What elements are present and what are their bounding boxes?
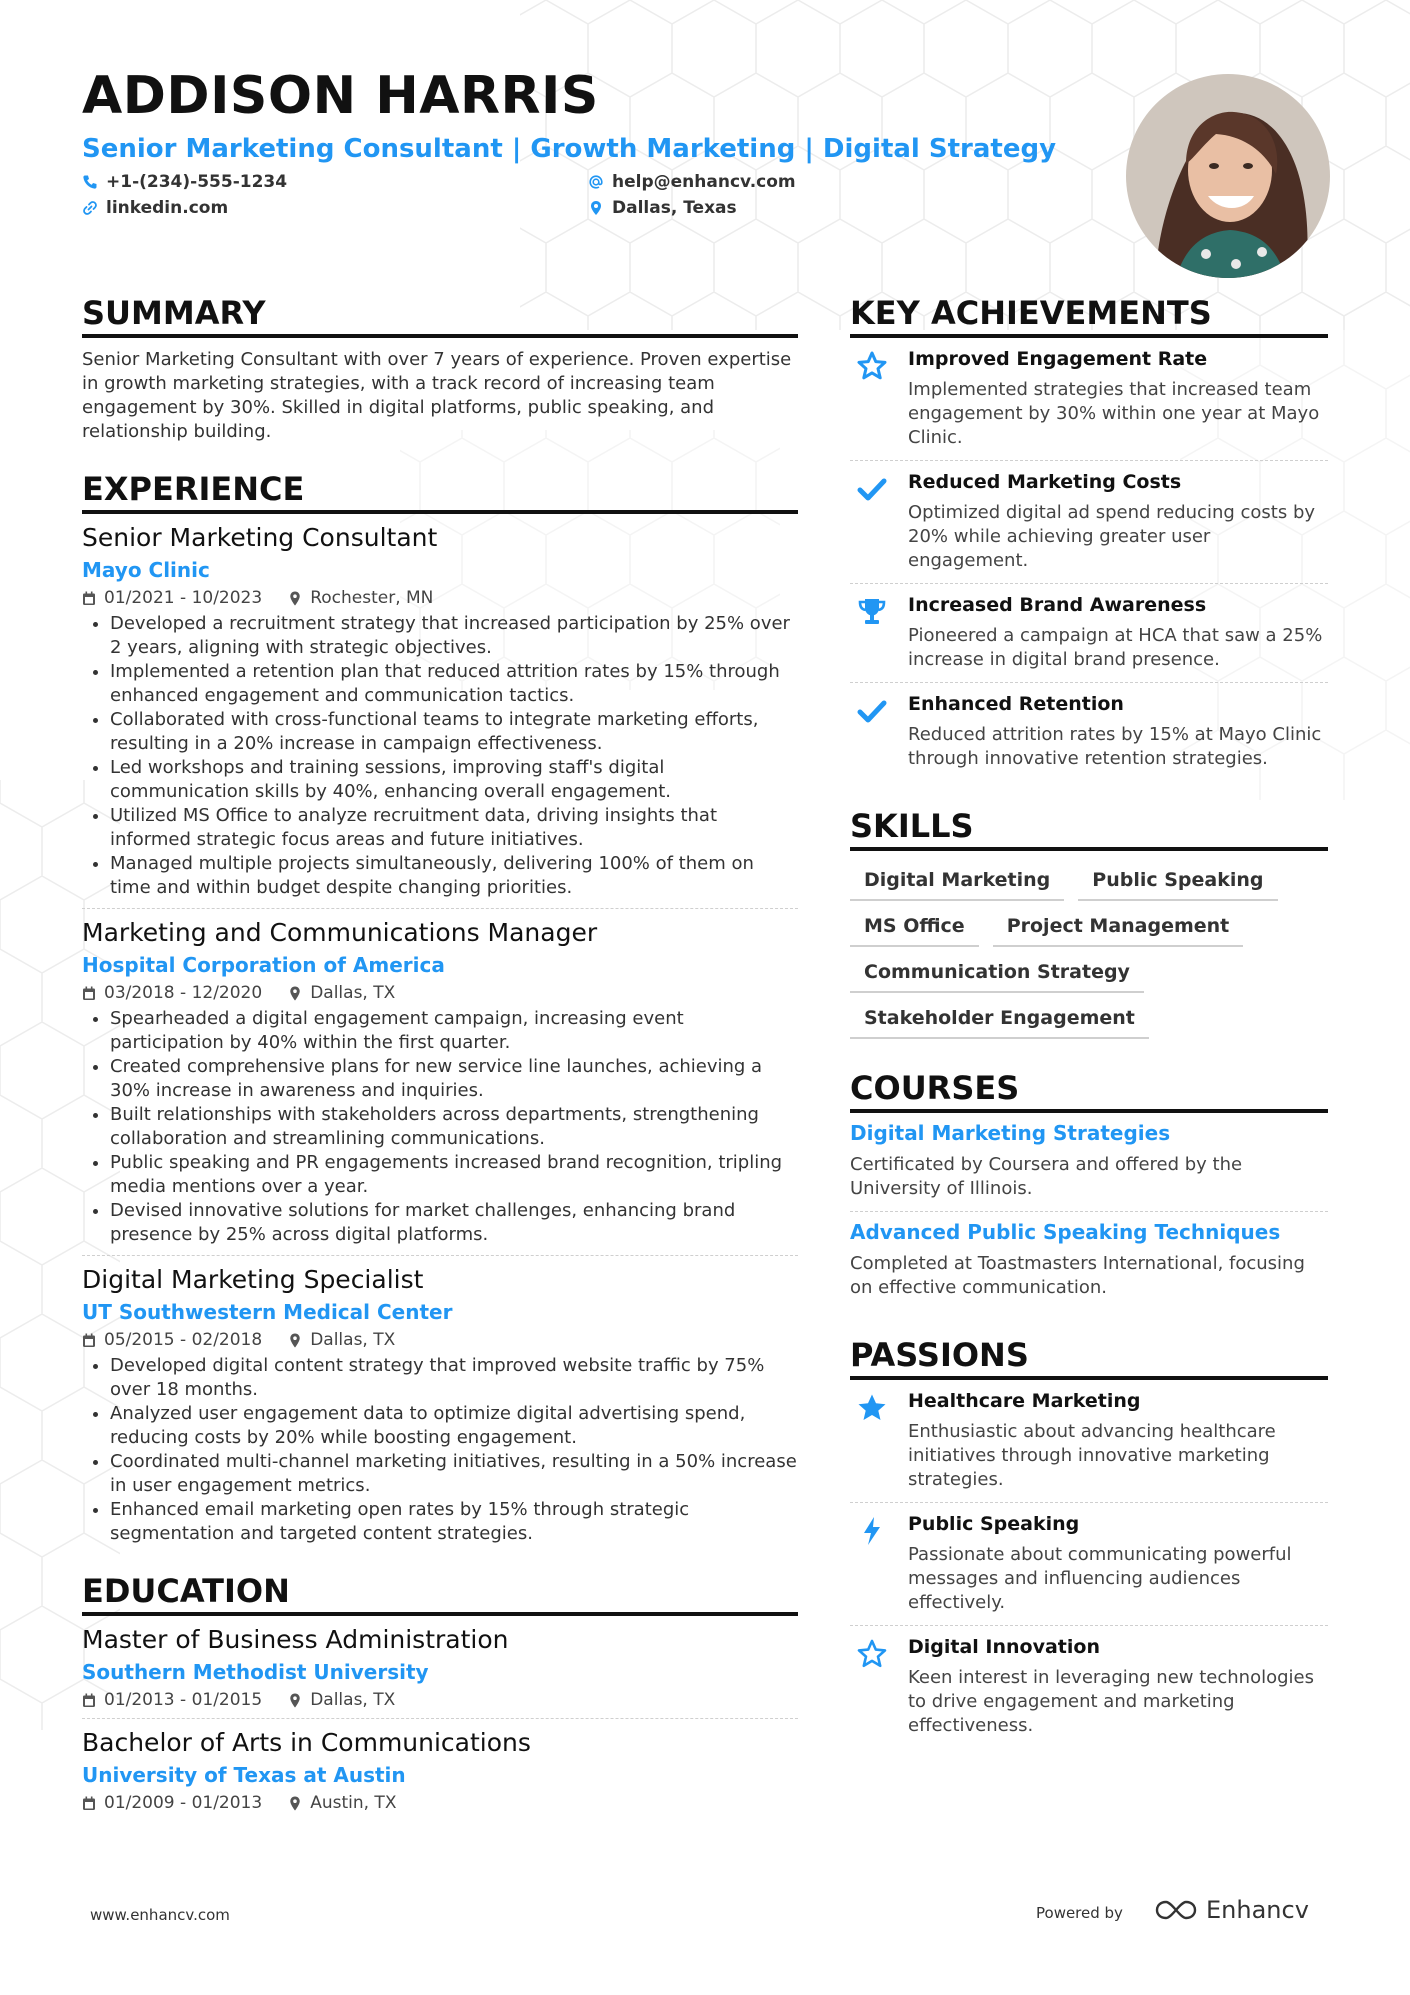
star-outline-icon (856, 1638, 888, 1670)
job-bullets (82, 612, 798, 900)
powered-by-label: Powered by (1036, 1904, 1123, 1922)
contact-location (588, 198, 737, 218)
school-name: Southern Methodist University (82, 1660, 429, 1684)
achievements-title: KEY ACHIEVEMENTS (850, 294, 1328, 338)
education-dates: 01/2009 - 01/2013 (104, 1793, 263, 1813)
phone-icon (82, 174, 98, 190)
course-item (850, 1113, 1328, 1212)
bullet-item: • Collaborated with cross-functional teams to integrate marketing efforts, resulting in a 20% increase in campaign effectiveness. (110, 708, 798, 756)
job-meta (82, 588, 798, 608)
bullet-item: • Coordinated multi-channel marketing initiatives, resulting in a 50% increase in user engagement metrics. (110, 1450, 798, 1498)
skill-tag: MS Office (850, 915, 979, 947)
skill-tag: Stakeholder Engagement (850, 1007, 1149, 1039)
passion-item (850, 1503, 1328, 1626)
bullet-item: • Managed multiple projects simultaneously, delivering 100% of them on time and within budget despite changing priorities. (110, 852, 798, 900)
profile-photo (1126, 74, 1330, 278)
bullet-item: • Devised innovative solutions for market challenges, enhancing brand presence by 25% across digital platforms. (110, 1199, 798, 1247)
achievement-title: Reduced Marketing Costs (908, 471, 1182, 493)
lightning-icon (856, 1515, 888, 1547)
achievement-title: Improved Engagement Rate (908, 348, 1208, 370)
education-location: Dallas, TX (310, 1690, 396, 1710)
phone-text: +1-(234)-555-1234 (106, 172, 288, 192)
achievement-title: Increased Brand Awareness (908, 594, 1207, 616)
achievements-section (850, 294, 1328, 781)
job-bullets (82, 1007, 798, 1247)
job-dates: 05/2015 - 02/2018 (104, 1330, 263, 1350)
passion-desc: Keen interest in leveraging new technologies to drive engagement and marketing effectiveness. (908, 1667, 1314, 1736)
bullet-item: • Public speaking and PR engagements increased brand recognition, tripling media mentions over a year. (110, 1151, 798, 1199)
education-meta (82, 1793, 798, 1813)
bullet-item: • Utilized MS Office to analyze recruitment data, driving insights that informed strategic focus areas and future initiatives. (110, 804, 798, 852)
checkmark-icon (856, 473, 888, 505)
calendar-icon (82, 1333, 96, 1348)
job-entry (82, 1256, 798, 1554)
passion-item (850, 1380, 1328, 1503)
achievement-desc: Optimized digital ad spend reducing costs by 20% while achieving greater user engagement. (908, 502, 1316, 571)
trophy-icon (856, 596, 888, 628)
footer-url[interactable]: www.enhancv.com (90, 1906, 230, 1924)
course-item (850, 1212, 1328, 1310)
enhancv-logo-icon (1154, 1898, 1198, 1922)
candidate-name: ADDISON HARRIS (82, 66, 599, 126)
course-title: Advanced Public Speaking Techniques (850, 1220, 1281, 1244)
education-dates: 01/2013 - 01/2015 (104, 1690, 263, 1710)
job-dates: 03/2018 - 12/2020 (104, 983, 263, 1003)
star-outline-icon (856, 350, 888, 382)
map-pin-icon (288, 986, 302, 1001)
calendar-icon (82, 1796, 96, 1811)
bullet-item: • Developed a recruitment strategy that increased participation by 25% over 2 years, aligning with strategic objectives. (110, 612, 798, 660)
map-pin-icon (288, 1693, 302, 1708)
linkedin-text[interactable]: linkedin.com (106, 198, 229, 218)
job-meta (82, 983, 798, 1003)
map-pin-icon (288, 1796, 302, 1811)
map-pin-icon (288, 1333, 302, 1348)
achievement-desc: Reduced attrition rates by 15% at Mayo Clinic through innovative retention strategies. (908, 724, 1322, 769)
calendar-icon (82, 591, 96, 606)
job-entry (82, 514, 798, 909)
education-section (82, 1572, 798, 1821)
job-meta (82, 1330, 798, 1350)
education-entry (82, 1719, 798, 1821)
job-location: Dallas, TX (310, 1330, 396, 1350)
left-column (82, 294, 798, 1847)
job-dates: 01/2021 - 10/2023 (104, 588, 263, 608)
job-location: Rochester, MN (310, 588, 434, 608)
bullet-item: • Developed digital content strategy that improved website traffic by 75% over 18 months. (110, 1354, 798, 1402)
bullet-item: • Built relationships with stakeholders across departments, strengthening collaboration and streamlining communications. (110, 1103, 798, 1151)
star-filled-icon (856, 1392, 888, 1424)
passion-desc: Passionate about communicating powerful messages and influencing audiences effectively. (908, 1544, 1292, 1613)
passion-title: Public Speaking (908, 1513, 1080, 1535)
experience-section (82, 470, 798, 1554)
skills-list (850, 869, 1328, 1039)
course-title: Digital Marketing Strategies (850, 1121, 1171, 1145)
job-title: Senior Marketing Consultant (82, 523, 438, 552)
course-desc: Certificated by Coursera and offered by the University of Illinois. (850, 1154, 1243, 1199)
achievement-item (850, 338, 1328, 461)
bullet-item: • Implemented a retention plan that reduced attrition rates by 15% through enhanced engagement and communication tactics. (110, 660, 798, 708)
degree-title: Bachelor of Arts in Communications (82, 1728, 531, 1757)
education-meta (82, 1690, 798, 1710)
school-name: University of Texas at Austin (82, 1763, 406, 1787)
enhancv-logo[interactable] (1154, 1896, 1309, 1924)
courses-section (850, 1069, 1328, 1310)
achievement-desc: Pioneered a campaign at HCA that saw a 25% increase in digital brand presence. (908, 625, 1323, 670)
passions-title: PASSIONS (850, 1336, 1328, 1380)
achievement-item (850, 461, 1328, 584)
achievement-item (850, 584, 1328, 683)
course-desc: Completed at Toastmasters International, focusing on effective communication. (850, 1253, 1305, 1298)
brand-name: Enhancv (1206, 1896, 1309, 1924)
skills-title: SKILLS (850, 807, 1328, 851)
right-column (850, 294, 1328, 1774)
bullet-item: • Enhanced email marketing open rates by 15% through strategic segmentation and targeted content strategies. (110, 1498, 798, 1546)
bullet-item: • Spearheaded a digital engagement campaign, increasing event participation by 40% within the first quarter. (110, 1007, 798, 1055)
job-company: Mayo Clinic (82, 558, 210, 582)
achievement-item (850, 683, 1328, 781)
location-text: Dallas, Texas (612, 198, 737, 218)
skill-tag: Communication Strategy (850, 961, 1144, 993)
degree-title: Master of Business Administration (82, 1625, 509, 1654)
bullet-item: • Created comprehensive plans for new service line launches, achieving a 30% increase in awareness and inquiries. (110, 1055, 798, 1103)
experience-title: EXPERIENCE (82, 470, 798, 514)
map-pin-icon (288, 591, 302, 606)
courses-title: COURSES (850, 1069, 1328, 1113)
job-bullets (82, 1354, 798, 1546)
calendar-icon (82, 1693, 96, 1708)
skills-section (850, 807, 1328, 1039)
bullet-item: • Led workshops and training sessions, improving staff's digital communication skills by 40%, enhancing overall engagement. (110, 756, 798, 804)
email-text[interactable]: help@enhancv.com (612, 172, 796, 192)
job-location: Dallas, TX (310, 983, 396, 1003)
job-title: Marketing and Communications Manager (82, 918, 598, 947)
job-title: Digital Marketing Specialist (82, 1265, 424, 1294)
passions-section (850, 1336, 1328, 1748)
contact-email[interactable] (588, 172, 796, 192)
contact-phone (82, 172, 287, 192)
achievement-title: Enhanced Retention (908, 693, 1124, 715)
passion-item (850, 1626, 1328, 1748)
link-icon (82, 200, 98, 216)
at-icon (588, 174, 604, 190)
bullet-item: • Analyzed user engagement data to optimize digital advertising spend, reducing costs by 20% while boosting engagement. (110, 1402, 798, 1450)
summary-text: Senior Marketing Consultant with over 7 years of experience. Proven expertise in growth marketing strategies, with a track record of increasing team engagement by 30%. Skilled in digital platforms, public speaking, and relationship building. (82, 349, 792, 442)
job-company: Hospital Corporation of America (82, 953, 445, 977)
education-title: EDUCATION (82, 1572, 798, 1616)
map-pin-icon (588, 200, 604, 216)
contact-linkedin[interactable] (82, 198, 228, 218)
passion-desc: Enthusiastic about advancing healthcare initiatives through innovative marketing strategies. (908, 1421, 1276, 1490)
skill-tag: Digital Marketing (850, 869, 1064, 901)
job-company: UT Southwestern Medical Center (82, 1300, 453, 1324)
skill-tag: Public Speaking (1078, 869, 1277, 901)
skill-tag: Project Management (993, 915, 1244, 947)
checkmark-icon (856, 695, 888, 727)
achievement-desc: Implemented strategies that increased team engagement by 30% within one year at Mayo Clinic. (908, 379, 1320, 448)
education-entry (82, 1616, 798, 1719)
summary-section (82, 294, 798, 444)
headline: Senior Marketing Consultant | Growth Marketing | Digital Strategy (82, 134, 1057, 164)
job-entry (82, 909, 798, 1256)
summary-title: SUMMARY (82, 294, 798, 338)
calendar-icon (82, 986, 96, 1001)
passion-title: Digital Innovation (908, 1636, 1100, 1658)
passion-title: Healthcare Marketing (908, 1390, 1141, 1412)
education-location: Austin, TX (310, 1793, 397, 1813)
